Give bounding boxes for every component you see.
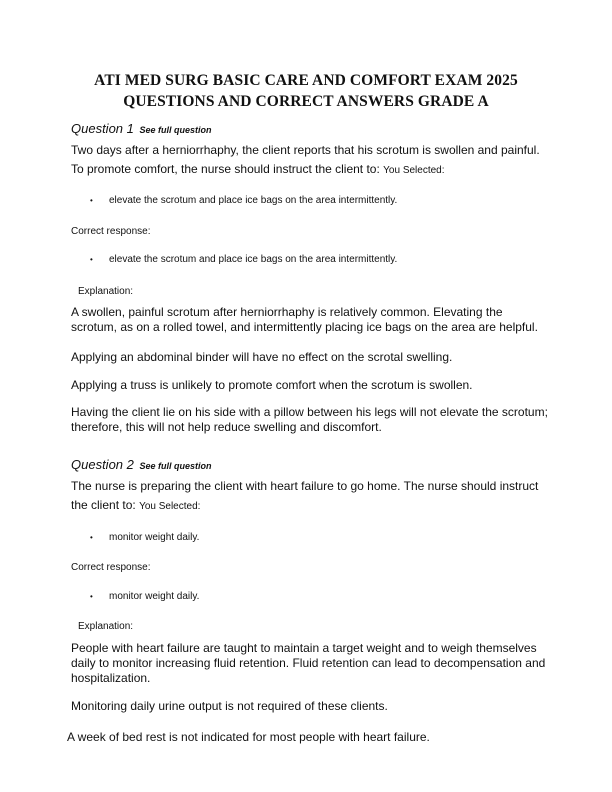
selected-answer-1-text: elevate the scrotum and place ice bags on the area intermittently. [109, 195, 398, 206]
correct-answer-2 [90, 591, 199, 602]
explanation-1-para-4: Having the client lie on his side with a pillow between his legs will not elevate the scrotum; therefore, this will not help reduce swelling and discomfort. [71, 405, 548, 434]
explanation-1-para-2: Applying an abdominal binder will have no effect on the scrotal swelling. [71, 350, 453, 364]
question-1-stem-text: Two days after a herniorrhaphy, the client reports that his scrotum is swollen and painful. To promote comfort, the nurse should instruct the client to: [71, 143, 540, 176]
bullet-icon: • [90, 592, 93, 601]
question-2-heading [71, 457, 212, 472]
question-1-heading [71, 121, 212, 136]
question-1-stem [71, 141, 551, 180]
question-1-title: Question 1 [71, 121, 134, 136]
document-title [40, 70, 572, 112]
explanation-1-para-1: A swollen, painful scrotum after herniorrhaphy is relatively common. Elevating the scrotum, as on a rolled towel, and intermittently placing ice bags on the area are helpful. [71, 305, 538, 334]
you-selected-label-2: You Selected: [139, 501, 201, 512]
question-2-stem [71, 477, 551, 516]
title-line-1: ATI MED SURG BASIC CARE AND COMFORT EXAM 2025 [94, 72, 518, 89]
bullet-icon: • [90, 255, 93, 264]
explanation-label-2: Explanation: [78, 621, 134, 632]
see-full-question-link-1[interactable]: See full question [139, 125, 212, 135]
correct-answer-1-text: elevate the scrotum and place ice bags on the area intermittently. [109, 254, 398, 265]
explanation-2-para-1: People with heart failure are taught to maintain a target weight and to weigh themselves daily to monitor increasing fluid retention. Fluid retention can lead to decompensation and hospitalization. [71, 641, 546, 685]
correct-answer-1 [90, 254, 397, 265]
you-selected-label-1: You Selected: [383, 165, 445, 176]
title-line-2: QUESTIONS AND CORRECT ANSWERS GRADE A [123, 93, 489, 110]
explanation-2-para-2: Monitoring daily urine output is not required of these clients. [71, 699, 388, 713]
bullet-icon: • [90, 196, 93, 205]
question-2-stem-text: The nurse is preparing the client with heart failure to go home. The nurse should instruct the client to: [71, 479, 539, 512]
correct-answer-2-text: monitor weight daily. [109, 591, 200, 602]
selected-answer-1 [90, 195, 397, 206]
question-2-title: Question 2 [71, 457, 134, 472]
explanation-2-para-3: A week of bed rest is not indicated for most people with heart failure. [67, 730, 430, 744]
explanation-1-para-3: Applying a truss is unlikely to promote comfort when the scrotum is swollen. [71, 378, 473, 392]
correct-response-label-2: Correct response: [71, 562, 151, 573]
bullet-icon: • [90, 533, 93, 542]
correct-response-label-1: Correct response: [71, 226, 151, 237]
selected-answer-2 [90, 532, 199, 543]
see-full-question-link-2[interactable]: See full question [139, 461, 212, 471]
explanation-label-1: Explanation: [78, 286, 134, 297]
selected-answer-2-text: monitor weight daily. [109, 532, 200, 543]
